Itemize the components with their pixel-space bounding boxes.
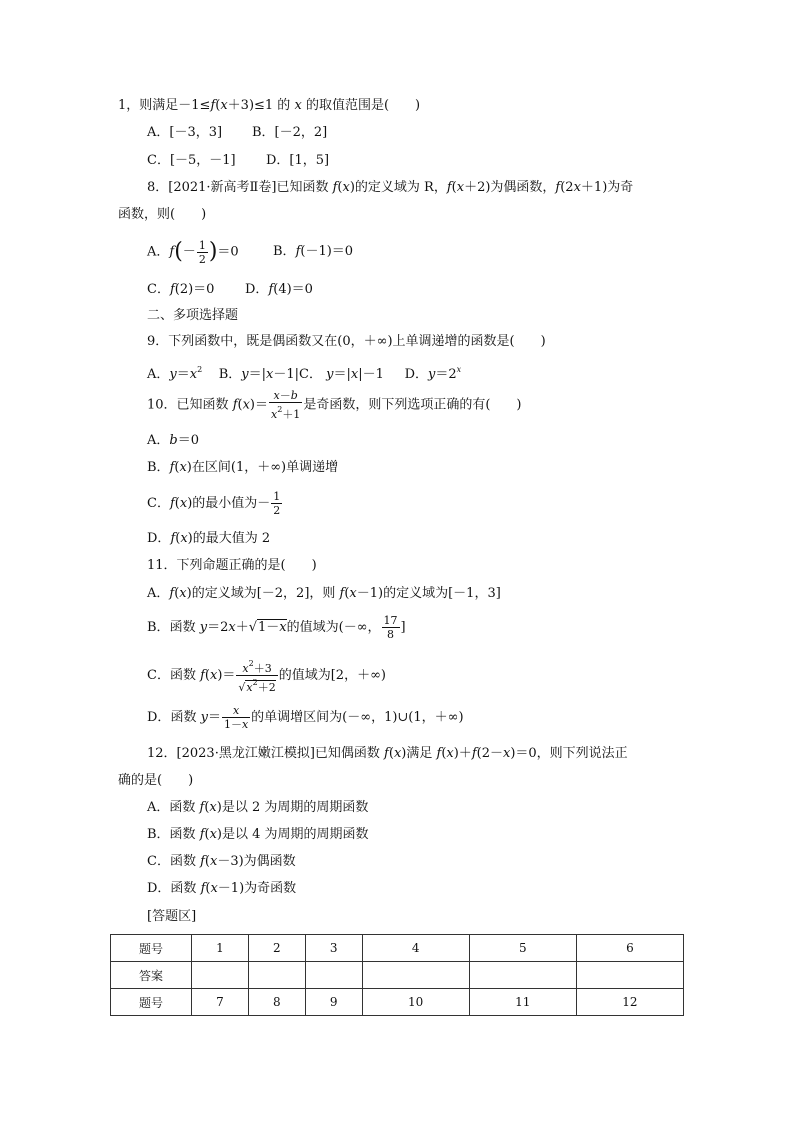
q10-stem: 10．已知函数 f(x)＝ $\frac{x-b}{x^2+1}$ 是奇函数，则下列选项正确的有( ): [147, 389, 522, 421]
q12-stem-line2: 确的是( ): [118, 773, 194, 788]
q8-option-c[interactable]: C．f(2)＝0: [147, 282, 215, 297]
answer-table-row-numbers-1: [111, 935, 684, 962]
q8-a-fraction: $\frac{1}{2}$: [198, 238, 206, 266]
q11-option-d[interactable]: D．函数 y＝ $\frac{x}{1-x}$ 的单调增区间为(－∞，1)∪(1，＋∞): [147, 704, 464, 731]
answer-table-cell: 9: [305, 989, 362, 1016]
answer-input-cell-5[interactable]: [469, 962, 576, 989]
answer-table-cell: 7: [192, 989, 249, 1016]
q10-option-b[interactable]: B．f(x)在区间(1，＋∞)单调递增: [147, 460, 339, 475]
answer-table-row-numbers-2: [111, 989, 684, 1016]
answer-input-cell-3[interactable]: [305, 962, 362, 989]
q9-option-a[interactable]: A．$y=x^2$: [147, 365, 203, 382]
q8-stem-line1: 8．[2021·新高考Ⅱ卷]已知函数 f(x)的定义域为 R，f(x＋2)为偶函数，f(2x＋1)为奇: [147, 180, 634, 195]
q7-option-a[interactable]: A．[－3，3]: [147, 125, 223, 140]
q11-stem: 11．下列命题正确的是( ): [147, 558, 317, 573]
q10-option-c[interactable]: C．f(x)的最小值为－ $\frac{1}{2}$: [147, 490, 281, 517]
answer-table-cell: 11: [469, 989, 576, 1016]
answer-input-cell-6[interactable]: [576, 962, 683, 989]
q7-stem: 1，则满足－1≤f(x＋3)≤1 的 x 的取值范围是( ): [118, 98, 421, 113]
q10-fraction: $\frac{x-b}{x^2+1}$: [271, 389, 301, 421]
answer-area-label: [答题区]: [147, 909, 197, 924]
q12-option-b[interactable]: B．函数 f(x)是以 4 为周期的周期函数: [147, 827, 369, 842]
q7-option-b[interactable]: B．[－2，2]: [252, 125, 328, 140]
q9-option-d[interactable]: D．$y=2^x$: [404, 365, 462, 382]
q11-option-b[interactable]: B．函数 y＝2x＋√1－x的值域为(－∞， $\frac{17}{8}$ ]: [147, 614, 406, 641]
answer-table-cell: 10: [362, 989, 469, 1016]
answer-table-header: 题号: [111, 989, 192, 1016]
q8-option-d[interactable]: D．f(4)＝0: [245, 282, 313, 297]
answer-input-cell-2[interactable]: [248, 962, 305, 989]
answer-table-header: 答案: [111, 962, 192, 989]
q12-stem-line1: 12．[2023·黑龙江嫩江模拟]已知偶函数 f(x)满足 f(x)＋f(2－x)＝0，则下列说法正: [147, 746, 628, 761]
q9-option-b[interactable]: B．y＝|x－1|: [218, 367, 300, 382]
section-heading-multiple-choice: 二、多项选择题: [147, 308, 239, 323]
answer-table-cell: 3: [305, 935, 362, 962]
q9-option-c[interactable]: C． y＝|x|－1: [299, 367, 384, 382]
q11-c-fraction: $\frac{x^2+3}{√x^2+2}$: [238, 659, 276, 694]
q10-c-fraction: $\frac{1}{2}$: [273, 490, 281, 517]
answer-table-cell: 5: [469, 935, 576, 962]
answer-table-cell: 6: [576, 935, 683, 962]
q11-d-fraction: $\frac{x}{1-x}$: [223, 704, 249, 731]
q12-option-c[interactable]: C．函数 f(x－3)为偶函数: [147, 854, 296, 869]
q8-option-b[interactable]: B．f(－1)＝0: [273, 244, 354, 259]
answer-table-cell: 8: [248, 989, 305, 1016]
q11-option-a[interactable]: A．f(x)的定义域为[－2，2]，则 f(x－1)的定义域为[－1，3]: [147, 586, 501, 601]
answer-input-cell-4[interactable]: [362, 962, 469, 989]
q7-option-d[interactable]: D．[1，5]: [266, 153, 330, 168]
q7-option-c[interactable]: C．[－5，－1]: [147, 153, 236, 168]
q10-option-d[interactable]: D．f(x)的最大值为 2: [147, 531, 271, 546]
answer-table-header: 题号: [111, 935, 192, 962]
q12-option-d[interactable]: D．函数 f(x－1)为奇函数: [147, 881, 297, 896]
answer-table-cell: 1: [192, 935, 249, 962]
q11-b-fraction: $\frac{17}{8}$: [383, 614, 398, 641]
answer-table: [110, 934, 684, 1016]
answer-table-cell: 4: [362, 935, 469, 962]
q9-options: [147, 361, 461, 384]
q8-stem-line2: 函数，则( ): [118, 207, 207, 222]
q12-option-a[interactable]: A．函数 f(x)是以 2 为周期的周期函数: [147, 800, 369, 815]
answer-table-row-answers: [111, 962, 684, 989]
answer-table-cell: 2: [248, 935, 305, 962]
q9-stem: 9．下列函数中，既是偶函数又在(0，＋∞)上单调递增的函数是( ): [147, 334, 546, 349]
q8-option-a[interactable]: A．f(－ $\frac{1}{2}$ )＝0: [147, 238, 239, 266]
q10-option-a[interactable]: A．b＝0: [147, 433, 199, 448]
q11-option-c[interactable]: C．函数 f(x)＝ $\frac{x^2+3}{√x^2+2}$ 的值域为[2，＋∞): [147, 659, 386, 694]
answer-table-cell: 12: [576, 989, 683, 1016]
answer-input-cell-1[interactable]: [192, 962, 249, 989]
